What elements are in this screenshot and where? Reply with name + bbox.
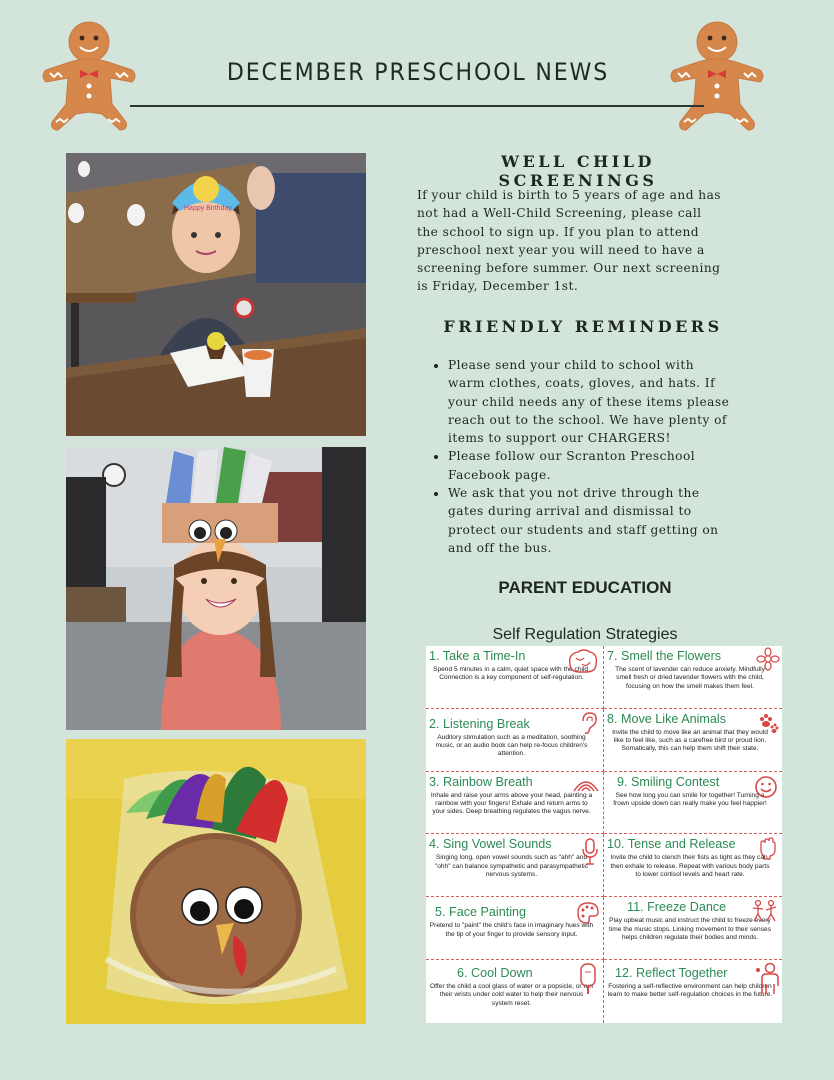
list-item: [448, 484, 778, 557]
strategy-card: [426, 897, 604, 960]
title-divider: [130, 105, 704, 107]
brain-icon: [566, 648, 600, 676]
reflect-icon: [754, 962, 780, 996]
strategy-title: 7. Smell the Flowers: [607, 649, 722, 663]
reminder-line: Facebook page.: [448, 467, 551, 482]
strategy-desc: Offer the child a cool glass of water or a popsicle, or run their wrists under cold water to help their nervous system reset.: [430, 983, 593, 1007]
strategy-title: 12. Reflect Together: [615, 966, 728, 981]
fist-icon: [756, 836, 780, 860]
dance-icon: [750, 899, 780, 923]
screenings-line: If your child is birth to 5 years of age and has: [417, 188, 721, 202]
reminder-line: We ask that you not drive through the: [448, 486, 700, 501]
strategy-desc: Invite the child to move like an animal that they would like to feel like, such as a carefree bird or proud lion. Somatically, this can help them shift their state.: [612, 728, 768, 753]
reminder-line: protect our students and staff getting on: [448, 522, 719, 537]
reminder-line: gates during arrival and dismissal to: [448, 504, 692, 519]
strategy-desc: The scent of lavender can reduce anxiety. Mindfully smell fresh or dried lavender flowers with the child, focusing on how the smell makes them feel.: [615, 666, 765, 690]
strategy-desc: Pretend to "paint" the child's face in imaginary hues with the tip of your finger to provide sensory input.: [429, 922, 594, 938]
strategy-card: [426, 772, 604, 835]
crown-text: Happy Birthday: [184, 205, 232, 212]
strategy-desc: Play upbeat music and instruct the child to freeze every time the music stops. Linking movement to their senses helps children regulate their bodies and minds.: [609, 917, 771, 941]
strategy-title: 11. Freeze Dance: [627, 900, 727, 915]
strategy-card: [604, 772, 782, 835]
turkey-hat-photo: [66, 447, 366, 730]
gingerbread-icon: [668, 18, 766, 133]
strategy-card: [604, 834, 782, 897]
screenings-heading: WELL CHILD SCREENINGS: [498, 152, 658, 190]
reminder-line: Please follow our Scranton Preschool: [448, 449, 696, 464]
strategy-card: [426, 960, 604, 1023]
strategy-desc: See how long you can smile for together! Turning a frown upside down can really make you feel happier!: [613, 791, 767, 807]
reminder-line: reach out to the school. We have plenty of: [448, 412, 727, 427]
birthday-photo: [66, 153, 366, 436]
gingerbread-icon: [40, 18, 138, 133]
microphone-icon: [580, 837, 600, 867]
strategy-desc: Inhale and raise your arms above your head, painting a rainbow with your fingers! Exhale and return arms to your sides. Deep breathing regulates the vagus nerve.: [430, 791, 593, 816]
reminder-line: warm clothes, coats, gloves, and hats. If: [448, 376, 716, 391]
page-title: DECEMBER PRESCHOOL NEWS: [226, 58, 610, 86]
reminders-heading: FRIENDLY REMINDERS: [443, 317, 723, 336]
reminder-line: your child needs any of these items please: [448, 394, 730, 409]
strategy-card: [426, 646, 604, 709]
list-item: [448, 447, 778, 484]
popsicle-icon: [579, 962, 597, 996]
rainbow-icon: [571, 773, 601, 797]
strategy-title: 6. Cool Down: [457, 966, 533, 981]
strategy-title: 8. Move Like Animals: [607, 711, 726, 726]
strategy-title: 10. Tense and Release: [607, 837, 736, 852]
reminder-line: items to support our CHARGERS!: [448, 431, 671, 446]
screenings-line: screening before summer. Our next screening: [417, 261, 721, 276]
strategy-title: 1. Take a Time-In: [429, 649, 526, 663]
strategy-card: [604, 646, 782, 709]
flower-icon: [756, 647, 780, 671]
reminder-line: and off the bus.: [448, 540, 552, 555]
screenings-line: is Friday, December 1st.: [417, 279, 579, 294]
reminders-list: [428, 356, 778, 557]
strategy-desc: Fostering a self-reflective environment can help children learn to make better self-regulation choices in the future.: [607, 983, 773, 999]
strategy-card: [426, 834, 604, 897]
screenings-line: preschool next year you will need to have a: [417, 242, 705, 257]
list-item: [448, 356, 778, 447]
strategy-title: 5. Face Painting: [435, 905, 527, 920]
palette-icon: [576, 901, 600, 925]
screenings-line: the school to sign up. If you plan to attend: [417, 224, 700, 239]
strategy-desc: Spend 5 minutes in a calm, quiet space with the child. Connection is a key component of self-regulation.: [433, 666, 590, 682]
smiley-icon: [754, 775, 778, 799]
screenings-line: not had a Well-Child Screening, please call: [417, 206, 702, 221]
strategy-card: [604, 960, 782, 1023]
strategy-title: 2. Listening Break: [429, 716, 530, 731]
strategies-grid: [426, 646, 782, 1023]
turkey-cookie-photo: [66, 739, 366, 1024]
strategy-card: [426, 709, 604, 772]
strategy-title: 9. Smiling Contest: [617, 774, 720, 789]
strategies-subtitle: Self Regulation Strategies: [492, 626, 678, 643]
strategy-card: [604, 709, 782, 772]
strategy-desc: Invite the child to clench their fists as tight as they can, then exhale to release. Repeat with various body parts to lower cortisol levels and heart rate.: [610, 854, 770, 879]
strategy-title: 3. Rainbow Breath: [429, 774, 533, 789]
screenings-text: [417, 186, 752, 296]
parent-education-heading: PARENT EDUCATION: [498, 578, 672, 597]
strategy-desc: Singing long, open vowel sounds such as "ahh" and "ohh" can balance sympathetic and parasympathetic nervous systems.: [434, 854, 589, 879]
strategy-card: [604, 897, 782, 960]
ear-icon: [576, 711, 600, 735]
paw-icon: [756, 711, 780, 735]
strategy-desc: Auditory stimulation such as a meditation, soothing music, or an audio book can help re-focus children's attention.: [435, 733, 588, 758]
strategy-title: 4. Sing Vowel Sounds: [429, 837, 552, 852]
reminder-line: Please send your child to school with: [448, 358, 695, 372]
